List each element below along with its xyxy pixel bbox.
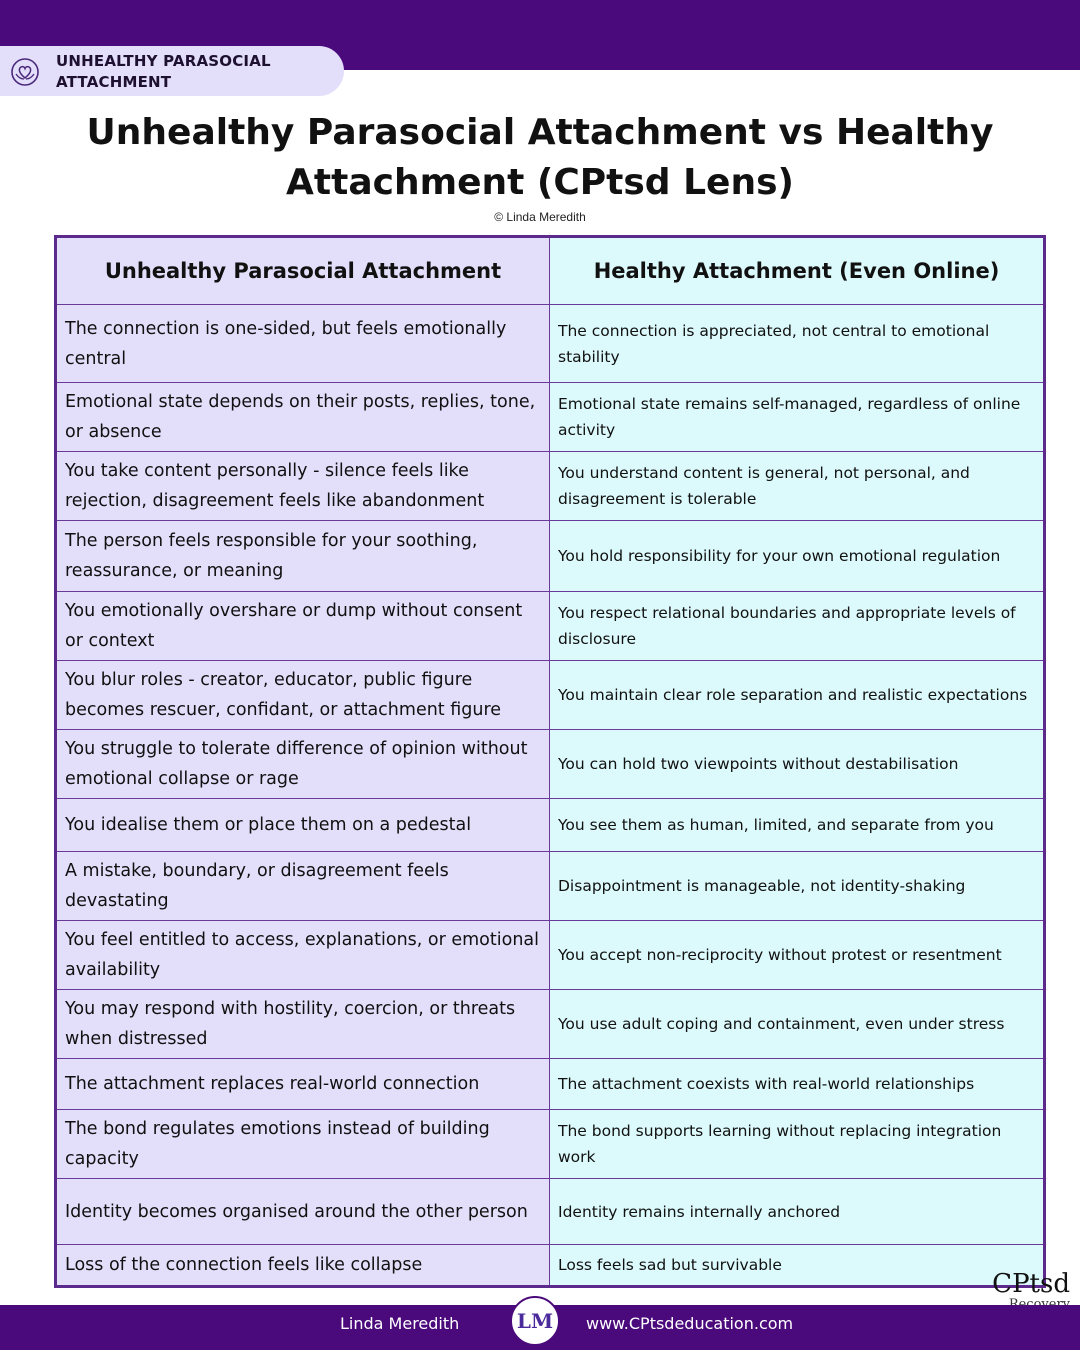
table-row — [56, 1059, 1045, 1110]
hands-heart-icon — [10, 57, 40, 87]
unhealthy-cell: You struggle to tolerate difference of opinion without emotional collapse or rage — [56, 730, 550, 799]
lm-monogram-logo: LM — [510, 1296, 560, 1346]
healthy-cell: Identity remains internally anchored — [550, 1179, 1045, 1245]
unhealthy-cell: The connection is one-sided, but feels emotionally central — [56, 305, 550, 383]
table-row — [56, 1179, 1045, 1245]
table-row — [56, 799, 1045, 852]
table-row — [56, 452, 1045, 521]
column-header-healthy: Healthy Attachment (Even Online) — [550, 237, 1045, 305]
unhealthy-cell: You idealise them or place them on a pedestal — [56, 799, 550, 852]
unhealthy-cell: You take content personally - silence feels like rejection, disagreement feels like abandonment — [56, 452, 550, 521]
unhealthy-cell: Loss of the connection feels like collapse — [56, 1245, 550, 1287]
healthy-cell: You understand content is general, not personal, and disagreement is tolerable — [550, 452, 1045, 521]
comparison-table — [54, 235, 1046, 1288]
unhealthy-cell: You blur roles - creator, educator, public figure becomes rescuer, confidant, or attachment figure — [56, 661, 550, 730]
healthy-cell: Emotional state remains self-managed, regardless of online activity — [550, 383, 1045, 452]
healthy-cell: You hold responsibility for your own emotional regulation — [550, 521, 1045, 592]
table-row — [56, 921, 1045, 990]
unhealthy-cell: A mistake, boundary, or disagreement feels devastating — [56, 852, 550, 921]
topic-badge-label: UNHEALTHY PARASOCIAL ATTACHMENT — [56, 52, 271, 91]
table-row — [56, 1245, 1045, 1287]
table-row — [56, 990, 1045, 1059]
healthy-cell: The attachment coexists with real-world relationships — [550, 1059, 1045, 1110]
healthy-cell: Disappointment is manageable, not identity-shaking — [550, 852, 1045, 921]
unhealthy-cell: You emotionally overshare or dump without consent or context — [56, 592, 550, 661]
footer-author: Linda Meredith — [340, 1314, 460, 1333]
table-header-row — [56, 237, 1045, 305]
unhealthy-cell: Identity becomes organised around the other person — [56, 1179, 550, 1245]
unhealthy-cell: You may respond with hostility, coercion, or threats when distressed — [56, 990, 550, 1059]
healthy-cell: Loss feels sad but survivable — [550, 1245, 1045, 1287]
healthy-cell: You can hold two viewpoints without destabilisation — [550, 730, 1045, 799]
page-title: Unhealthy Parasocial Attachment vs Healthy Attachment (CPtsd Lens) — [86, 112, 994, 203]
table-row — [56, 852, 1045, 921]
healthy-cell: The connection is appreciated, not central to emotional stability — [550, 305, 1045, 383]
healthy-cell: You accept non-reciprocity without protest or resentment — [550, 921, 1045, 990]
healthy-cell: You see them as human, limited, and separate from you — [550, 799, 1045, 852]
table-row — [56, 592, 1045, 661]
table-row — [56, 1110, 1045, 1179]
table-row — [56, 383, 1045, 452]
healthy-cell: You use adult coping and containment, even under stress — [550, 990, 1045, 1059]
unhealthy-cell: The bond regulates emotions instead of building capacity — [56, 1110, 550, 1179]
healthy-cell: You maintain clear role separation and realistic expectations — [550, 661, 1045, 730]
topic-badge — [0, 46, 344, 96]
logo-main-text: CPtsd — [992, 1269, 1070, 1299]
healthy-cell: You respect relational boundaries and appropriate levels of disclosure — [550, 592, 1045, 661]
unhealthy-cell: You feel entitled to access, explanations, or emotional availability — [56, 921, 550, 990]
copyright: © Linda Meredith — [494, 210, 586, 224]
table-row — [56, 521, 1045, 592]
column-header-unhealthy: Unhealthy Parasocial Attachment — [56, 237, 550, 305]
table-row — [56, 661, 1045, 730]
footer-website-link[interactable]: www.CPtsdeducation.com — [586, 1314, 794, 1333]
table-row — [56, 730, 1045, 799]
unhealthy-cell: The attachment replaces real-world connection — [56, 1059, 550, 1110]
unhealthy-cell: The person feels responsible for your soothing, reassurance, or meaning — [56, 521, 550, 592]
table-row — [56, 305, 1045, 383]
unhealthy-cell: Emotional state depends on their posts, replies, tone, or absence — [56, 383, 550, 452]
healthy-cell: The bond supports learning without replacing integration work — [550, 1110, 1045, 1179]
